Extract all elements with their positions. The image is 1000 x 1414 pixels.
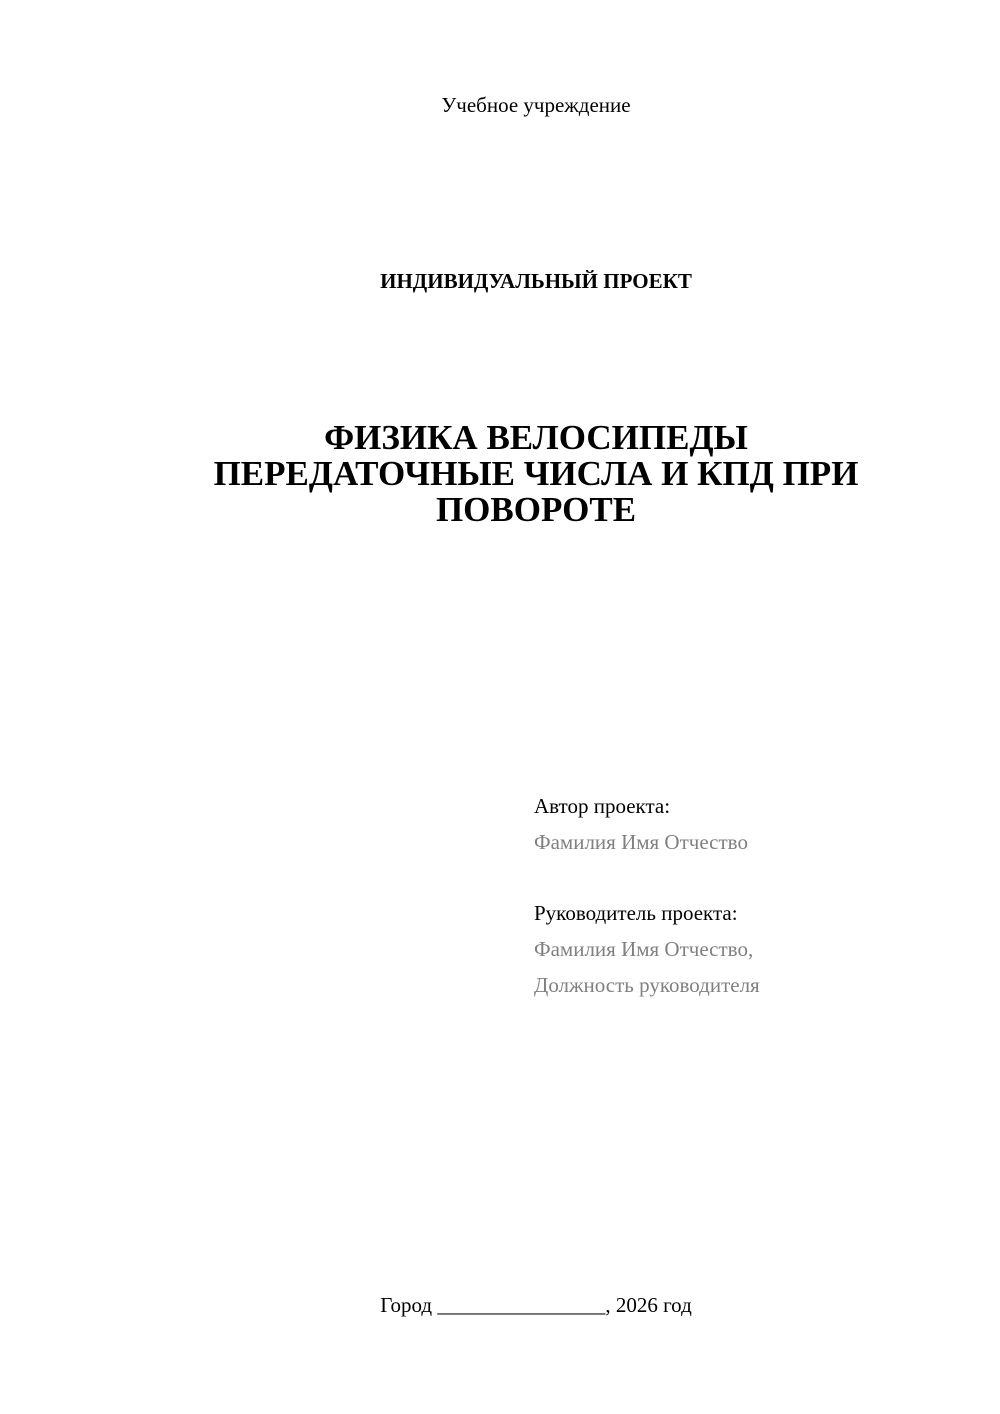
project-title-line-1: ФИЗИКА ВЕЛОСИПЕДЫ <box>324 418 748 457</box>
supervisor-position: Должность руководителя <box>534 973 760 997</box>
project-title-line-2: ПЕРЕДАТОЧНЫЕ ЧИСЛА И КПД ПРИ <box>213 454 859 493</box>
project-credits <box>534 788 974 1003</box>
city-year-line: Город ________________, 2026 год <box>380 1293 692 1317</box>
project-type-heading: ИНДИВИДУАЛЬНЫЙ ПРОЕКТ <box>380 269 692 293</box>
supervisor-label: Руководитель проекта: <box>534 901 738 925</box>
credits-spacer <box>534 860 974 895</box>
project-title-line-3: ПОВОРОТЕ <box>435 490 637 529</box>
author-label: Автор проекта: <box>534 794 671 818</box>
project-title <box>120 420 952 528</box>
author-name: Фамилия Имя Отчество <box>534 830 748 854</box>
institution-name: Учебное учреждение <box>441 93 631 117</box>
supervisor-name: Фамилия Имя Отчество, <box>534 937 754 961</box>
